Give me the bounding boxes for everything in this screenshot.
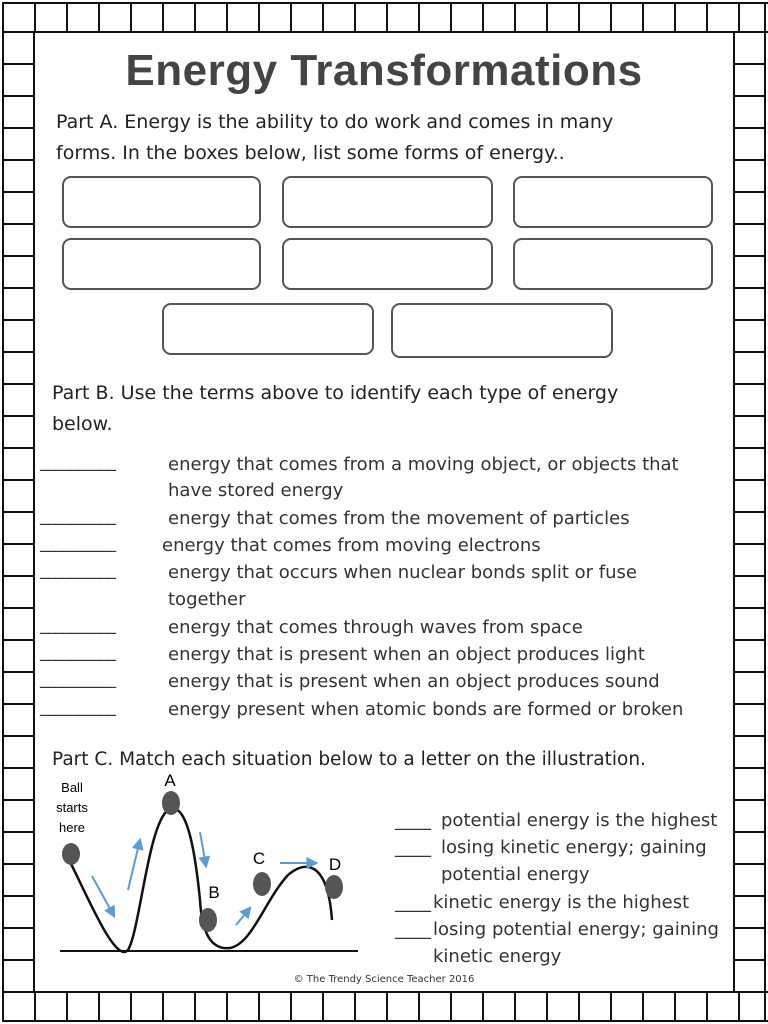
border-segment bbox=[3, 192, 34, 224]
answer-box-7[interactable] bbox=[162, 303, 374, 355]
match-blank[interactable]: ____ bbox=[395, 892, 431, 913]
ball-label-line3: here bbox=[58, 820, 86, 835]
part-b-instructions-line2: below. bbox=[52, 413, 113, 435]
border-segment bbox=[734, 640, 765, 672]
border-segment bbox=[3, 608, 34, 640]
border-segment bbox=[734, 672, 765, 704]
part-a-instructions-line2: forms. In the boxes below, list some forms of energy.. bbox=[56, 142, 565, 164]
letter-a: A bbox=[164, 771, 176, 790]
border-segment bbox=[3, 416, 34, 448]
border-segment bbox=[734, 192, 765, 224]
answer-box-2[interactable] bbox=[282, 176, 493, 228]
track-curve bbox=[68, 808, 332, 951]
border-segment bbox=[3, 576, 34, 608]
match-blank[interactable]: ____ bbox=[395, 837, 431, 858]
fill-blank[interactable]: __________ bbox=[40, 452, 115, 472]
arrow-icon bbox=[236, 908, 250, 925]
situation-text: losing kinetic energy; gaining bbox=[441, 837, 707, 858]
border-segment bbox=[579, 3, 611, 32]
border-segment bbox=[195, 992, 227, 1021]
border-segment bbox=[67, 3, 99, 32]
border-segment bbox=[3, 288, 34, 320]
border-segment bbox=[67, 992, 99, 1021]
part-a-instructions-line1: Part A. Energy is the ability to do work and comes in many bbox=[56, 111, 614, 133]
definition-text: energy that comes through waves from space bbox=[168, 617, 583, 638]
border-segment bbox=[611, 3, 643, 32]
border-segment bbox=[131, 992, 163, 1021]
ball-label-line1: Ball bbox=[61, 780, 83, 795]
border-segment bbox=[483, 992, 515, 1021]
border-segment bbox=[451, 992, 483, 1021]
border-segment bbox=[3, 640, 34, 672]
border-segment bbox=[3, 704, 34, 736]
copyright-credit: © The Trendy Science Teacher 2016 bbox=[293, 974, 475, 985]
definition-text: energy that comes from moving electrons bbox=[162, 535, 541, 556]
border-segment bbox=[3, 768, 34, 800]
border-segment bbox=[3, 448, 34, 480]
answer-box-4[interactable] bbox=[62, 238, 261, 290]
border-segment bbox=[259, 3, 291, 32]
border-segment bbox=[734, 128, 765, 160]
border-segment bbox=[734, 704, 765, 736]
border-segment bbox=[734, 864, 765, 896]
border-segment bbox=[515, 3, 547, 32]
border-segment bbox=[3, 384, 34, 416]
border-segment bbox=[291, 3, 323, 32]
definition-text: energy present when atomic bonds are formed or broken bbox=[168, 699, 684, 720]
border-segment bbox=[547, 992, 579, 1021]
border-segment bbox=[3, 128, 34, 160]
border-segment bbox=[734, 544, 765, 576]
arrow-icon bbox=[128, 840, 140, 890]
ball-b bbox=[199, 908, 217, 932]
ball-a bbox=[162, 791, 180, 815]
border-segment bbox=[515, 992, 547, 1021]
definition-text-cont: together bbox=[168, 589, 246, 610]
arrow-icon bbox=[92, 876, 114, 916]
border-segment bbox=[3, 320, 34, 352]
border-segment bbox=[579, 992, 611, 1021]
match-blank[interactable]: ____ bbox=[395, 810, 431, 831]
answer-box-1[interactable] bbox=[62, 176, 261, 228]
border-segment bbox=[227, 3, 259, 32]
border-segment bbox=[3, 512, 34, 544]
border-segment bbox=[163, 992, 195, 1021]
letter-d: D bbox=[328, 855, 342, 874]
fill-blank[interactable]: __________ bbox=[40, 506, 115, 526]
border-segment bbox=[3, 160, 34, 192]
fill-blank[interactable]: __________ bbox=[40, 642, 115, 662]
border-segment bbox=[323, 992, 355, 1021]
definition-text: energy that is present when an object produces light bbox=[168, 644, 645, 665]
border-segment bbox=[734, 416, 765, 448]
border-segment bbox=[739, 992, 768, 1021]
definition-text: energy that comes from the movement of particles bbox=[168, 508, 630, 529]
border-segment bbox=[734, 160, 765, 192]
border-segment bbox=[3, 736, 34, 768]
match-blank[interactable]: ____ bbox=[395, 919, 431, 940]
border-segment bbox=[734, 576, 765, 608]
border-segment bbox=[734, 736, 765, 768]
border-segment bbox=[643, 992, 675, 1021]
border-segment bbox=[734, 256, 765, 288]
part-c-instructions: Part C. Match each situation below to a letter on the illustration. bbox=[52, 749, 646, 770]
fill-blank[interactable]: __________ bbox=[40, 669, 115, 689]
border-segment bbox=[163, 3, 195, 32]
border-segment bbox=[3, 352, 34, 384]
letter-c: C bbox=[252, 849, 266, 868]
border-segment bbox=[547, 3, 579, 32]
border-segment bbox=[734, 768, 765, 800]
border-segment bbox=[707, 3, 739, 32]
border-segment bbox=[387, 3, 419, 32]
border-segment bbox=[35, 992, 67, 1021]
ball-label-line2: starts bbox=[56, 800, 88, 815]
border-segment bbox=[3, 96, 34, 128]
border-segment bbox=[3, 544, 34, 576]
border-segment bbox=[355, 992, 387, 1021]
border-segment bbox=[643, 3, 675, 32]
answer-box-3[interactable] bbox=[513, 176, 713, 228]
border-segment bbox=[734, 512, 765, 544]
border-segment bbox=[739, 3, 768, 32]
border-segment bbox=[35, 3, 67, 32]
border-segment bbox=[355, 3, 387, 32]
border-segment bbox=[419, 992, 451, 1021]
letter-b: B bbox=[208, 883, 220, 902]
answer-box-6[interactable] bbox=[513, 238, 713, 290]
border-segment bbox=[734, 352, 765, 384]
definition-text: energy that is present when an object produces sound bbox=[168, 671, 660, 692]
part-b-instructions-line1: Part B. Use the terms above to identify each type of energy bbox=[52, 382, 619, 404]
border-segment bbox=[734, 928, 765, 960]
situation-text: losing potential energy; gaining bbox=[433, 919, 719, 940]
border-segment bbox=[734, 448, 765, 480]
situation-text: potential energy is the highest bbox=[441, 810, 718, 831]
border-segment bbox=[734, 384, 765, 416]
border-segment bbox=[3, 224, 34, 256]
border-segment bbox=[195, 3, 227, 32]
border-segment bbox=[131, 3, 163, 32]
border-segment bbox=[3, 3, 35, 32]
border-segment bbox=[734, 320, 765, 352]
ball-c bbox=[253, 872, 271, 896]
border-segment bbox=[675, 992, 707, 1021]
border-segment bbox=[3, 672, 34, 704]
border-segment bbox=[3, 800, 34, 832]
border-segment bbox=[323, 3, 355, 32]
roller-coaster-illustration bbox=[40, 770, 370, 970]
border-segment bbox=[707, 992, 739, 1021]
answer-box-5[interactable] bbox=[282, 238, 493, 290]
border-segment bbox=[259, 992, 291, 1021]
ball-d bbox=[325, 875, 343, 899]
border-segment bbox=[734, 832, 765, 864]
border-segment bbox=[3, 896, 34, 928]
border-segment bbox=[611, 992, 643, 1021]
ball-start bbox=[62, 843, 80, 865]
border-segment bbox=[3, 832, 34, 864]
definition-text: energy that occurs when nuclear bonds split or fuse bbox=[168, 562, 637, 583]
border-segment bbox=[387, 992, 419, 1021]
definition-text: energy that comes from a moving object, or objects that bbox=[168, 454, 679, 475]
situation-text-cont: kinetic energy bbox=[433, 946, 562, 967]
border-segment bbox=[451, 3, 483, 32]
border-segment bbox=[734, 896, 765, 928]
border-segment bbox=[227, 992, 259, 1021]
border-segment bbox=[3, 480, 34, 512]
border-segment bbox=[734, 480, 765, 512]
fill-blank[interactable]: __________ bbox=[40, 697, 115, 717]
border-segment bbox=[734, 96, 765, 128]
border-segment bbox=[3, 256, 34, 288]
arrow-icon bbox=[200, 832, 206, 866]
border-segment bbox=[734, 800, 765, 832]
fill-blank[interactable]: __________ bbox=[40, 560, 115, 580]
fill-blank[interactable]: __________ bbox=[40, 615, 115, 635]
situation-text: kinetic energy is the highest bbox=[433, 892, 690, 913]
answer-box-8[interactable] bbox=[391, 303, 613, 358]
border-segment bbox=[734, 224, 765, 256]
border-segment bbox=[3, 928, 34, 960]
border-segment bbox=[99, 992, 131, 1021]
page-title: Energy Transformations bbox=[125, 46, 643, 95]
border-segment bbox=[675, 3, 707, 32]
border-segment bbox=[419, 3, 451, 32]
definition-text-cont: have stored energy bbox=[168, 480, 344, 501]
border-segment bbox=[3, 864, 34, 896]
border-segment bbox=[734, 608, 765, 640]
border-segment bbox=[99, 3, 131, 32]
border-segment bbox=[3, 992, 35, 1021]
border-segment bbox=[291, 992, 323, 1021]
border-segment bbox=[483, 3, 515, 32]
border-segment bbox=[734, 288, 765, 320]
fill-blank[interactable]: __________ bbox=[40, 533, 115, 553]
situation-text-cont: potential energy bbox=[441, 864, 590, 885]
